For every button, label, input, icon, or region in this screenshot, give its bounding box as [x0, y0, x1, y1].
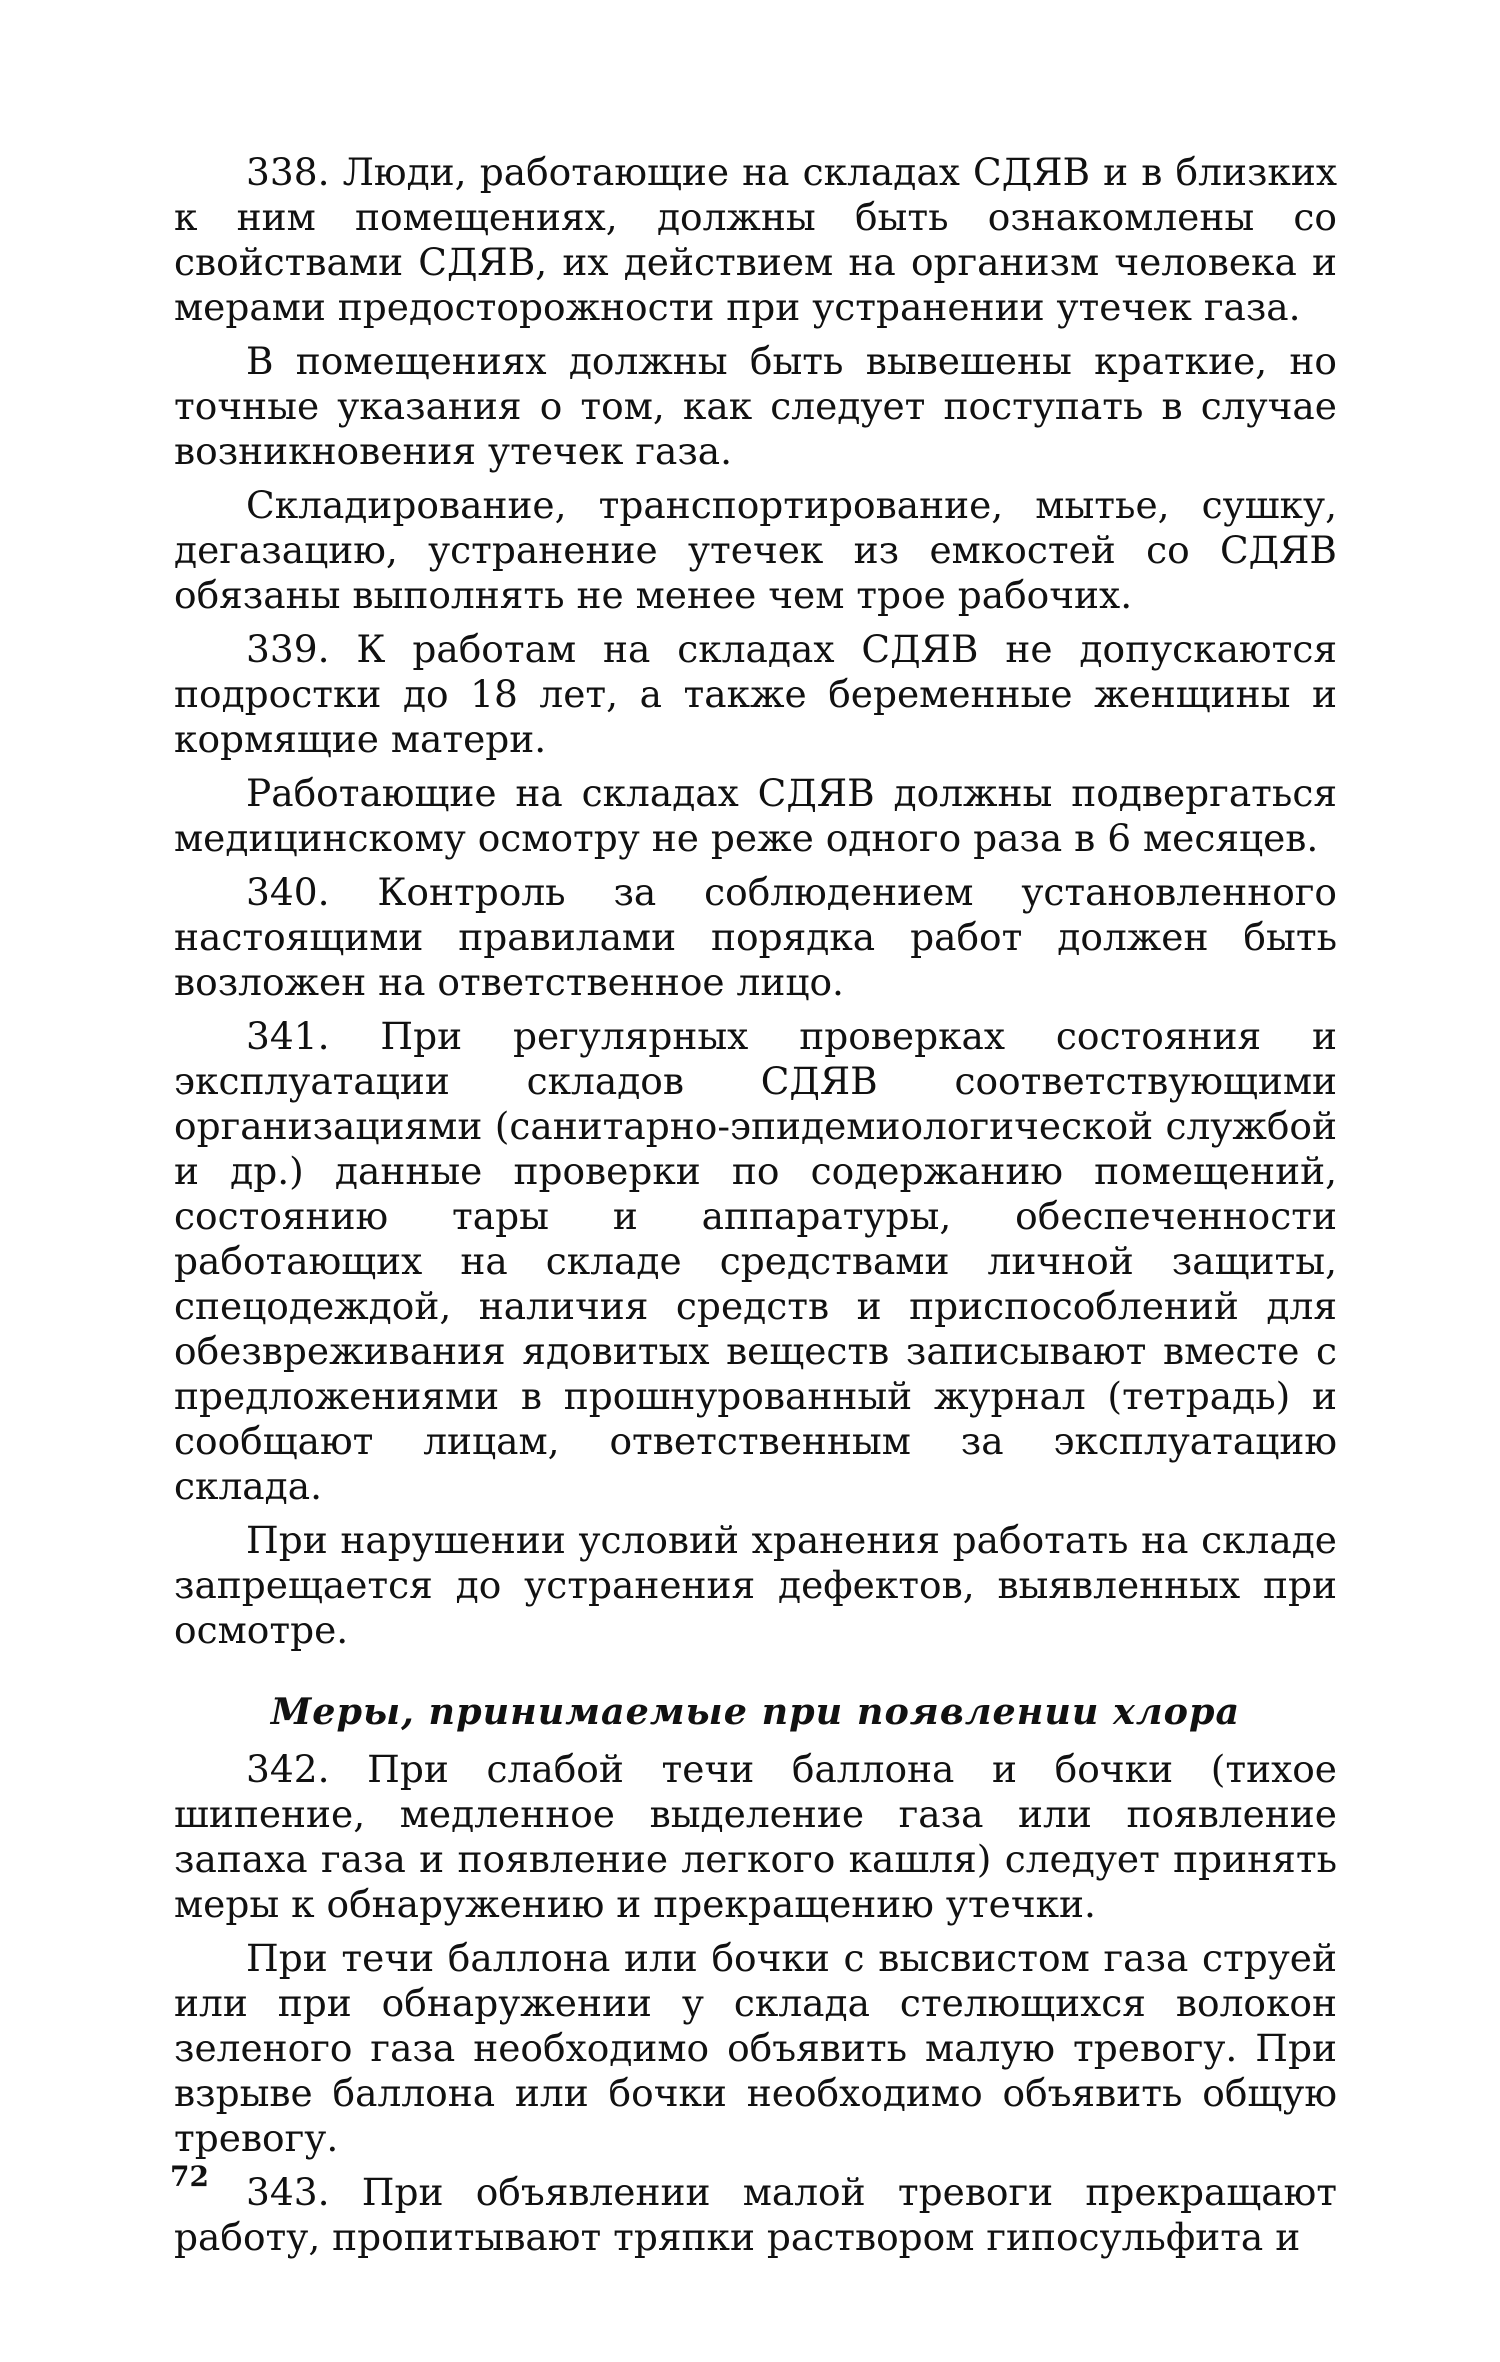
- paragraph-338: 338. Люди, работающие на складах СДЯВ и в близких к ним помещениях, должны быть ознакомлены со свойствами СДЯВ, их действием на организм человека и мерами предосторожности при устранении утечек газа.: [174, 150, 1337, 329]
- paragraph-339: 339. К работам на складах СДЯВ не допускаются подростки до 18 лет, а также беременные женщины и кормящие матери.: [174, 627, 1337, 761]
- paragraph-339-medical: Работающие на складах СДЯВ должны подвергаться медицинскому осмотру не реже одного раза в 6 месяцев.: [174, 771, 1337, 860]
- page-number: 72: [170, 2160, 209, 2193]
- paragraph-340: 340. Контроль за соблюдением установленного настоящими правилами порядка работ должен быть возложен на ответственное лицо.: [174, 870, 1337, 1004]
- section-heading: Меры, принимаемые при появлении хлора: [270, 1690, 1241, 1733]
- text-block: [174, 150, 1337, 2260]
- paragraph-343: 343. При объявлении малой тревоги прекращают работу, пропитывают тряпки раствором гипосульфита и: [174, 2170, 1337, 2259]
- paragraph-338-workers: Складирование, транспортирование, мытье, сушку, дегазацию, устранение утечек из емкостей со СДЯВ обязаны выполнять не менее чем трое рабочих.: [174, 483, 1337, 617]
- paragraph-338-notices: В помещениях должны быть вывешены краткие, но точные указания о том, как следует поступать в случае возникновения утечек газа.: [174, 339, 1337, 473]
- paragraph-341: 341. При регулярных проверках состояния и эксплуатации складов СДЯВ соответствующими организациями (санитарно-эпидемиологической службой и др.) данные проверки по содержанию помещений, состоянию тары и аппаратуры, обеспеченности работающих на складе средствами личной защиты, спецодеждой, наличия средств и приспособлений для обезвреживания ядовитых веществ записывают вместе с предложениями в прошнурованный журнал (тетрадь) и сообщают лицам, ответственным за эксплуатацию склада.: [174, 1014, 1337, 1508]
- paragraph-342-alarm: При течи баллона или бочки с высвистом газа струей или при обнаружении у склада стелющихся волокон зеленого газа необходимо объявить малую тревогу. При взрыве баллона или бочки необходимо объявить общую тревогу.: [174, 1936, 1337, 2160]
- paragraph-342: 342. При слабой течи баллона и бочки (тихое шипение, медленное выделение газа или появление запаха газа и появление легкого кашля) следует принять меры к обнаружению и прекращению утечки.: [174, 1747, 1337, 1926]
- paragraph-341-violations: При нарушении условий хранения работать на складе запрещается до устранения дефектов, выявленных при осмотре.: [174, 1518, 1337, 1652]
